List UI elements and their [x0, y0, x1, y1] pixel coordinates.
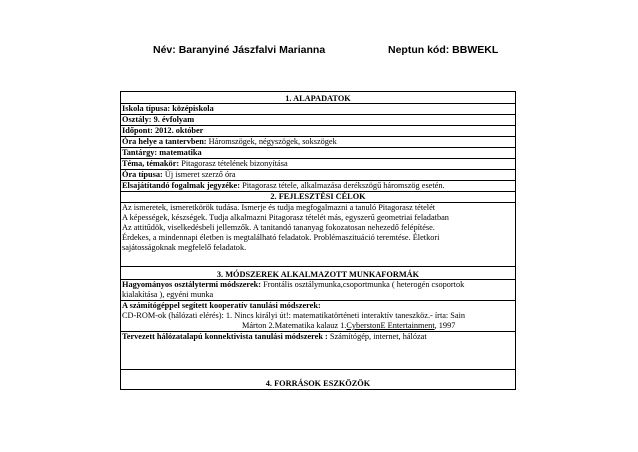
section-sources-heading	[120, 370, 516, 390]
class-level: Osztály: 9. évfolyam	[122, 115, 195, 124]
topic-label: Téma, témakör:	[122, 159, 180, 168]
goals-cell	[120, 203, 516, 267]
cdrom-line-2: Márton 2.Matematika kalauz 1.	[242, 321, 347, 330]
lesson-plan-table	[120, 91, 516, 390]
goal-line: Az attitűdök, viselkedésbeli jellemzők. A tanitandó tananyag fokozatosan nehezedő felépítése.	[122, 223, 435, 232]
traditional-methods-value-cont: kialakítása ), egyéni munka	[122, 290, 214, 299]
neptun-value: BBWEKL	[452, 44, 499, 56]
concepts-label: Elsajátítandó fogalmak jegyzéke:	[122, 181, 240, 190]
cdrom-year: , 1997	[434, 321, 456, 330]
section-methods-title: 3. MÓDSZEREK ALKALMAZOTT MUNKAFORMÁK	[216, 270, 420, 279]
concepts-value: Pitagorasz tétele, alkalmazása derékszögű háromszög esetén.	[240, 181, 445, 190]
cooperative-methods-label: A számítógéppel segített kooperatív tanulási módszerek:	[122, 301, 321, 310]
goal-line: A képességek, készségek. Tudja alkalmazni Pitagorasz tételét más, egyszerű geometriai feladatban	[122, 213, 449, 222]
section-goals-heading	[120, 192, 516, 203]
name-header	[153, 44, 325, 56]
topic-value: Pitagorasz tételének bizonyítása	[179, 159, 288, 168]
curriculum-place-value: Háromszögek, négyszögek, sokszögek	[206, 137, 337, 146]
lesson-type-label: Óra típusa:	[122, 170, 163, 179]
section-goals-title: 2. FEJLESZTÉSI CÉLOK	[270, 192, 366, 201]
curriculum-place-label: Óra helye a tantervben:	[122, 137, 207, 146]
lesson-type-row	[120, 170, 516, 181]
curriculum-place-row	[120, 137, 516, 148]
traditional-methods-label: Hagyományos osztálytermi módszerek:	[122, 280, 262, 289]
school-type: Iskola típusa: középiskola	[122, 104, 214, 113]
section-sources-title: 4. FORRÁSOK ESZKÖZÖK	[265, 379, 371, 388]
goal-line: Az ismeretek, ismeretkörök tudása. Ismerje és tudja megfogalmazni a tanuló Pitagorasz tételét	[122, 203, 436, 212]
topic-row	[120, 159, 516, 170]
goal-line: Érdekes, a mindennapi életben is megtalálható feladatok. Problémaszituáció teremtése. Életkori	[122, 233, 440, 242]
traditional-methods-row	[120, 280, 516, 301]
neptun-label: Neptun kód:	[388, 44, 450, 56]
cdrom-line: CD-ROM-ok (hálózati elérés): 1. Nincs királyi út!: matematikatörténeti interaktív taneszköz.- írta: Sain	[122, 311, 466, 320]
section-basic-heading	[120, 91, 516, 104]
cooperative-methods-row	[120, 301, 516, 332]
class-row	[120, 115, 516, 126]
network-methods-label: Tervezett hálózatalapú konnektivista tanulási módszerek :	[122, 332, 328, 341]
network-methods-row	[120, 332, 516, 370]
network-methods-value: Számítógép, internet, hálózat	[327, 332, 427, 341]
name-value: Baranyiné Jászfalvi Marianna	[178, 44, 326, 56]
subject: Tantárgy: matematika	[122, 148, 202, 157]
section-basic-title: 1. ALAPADATOK	[285, 94, 351, 103]
lesson-time: Időpont: 2012. október	[122, 126, 204, 135]
concepts-row	[120, 181, 516, 192]
school-type-row	[120, 104, 516, 115]
traditional-methods-value: Frontális osztálymunka,csoportmunka ( heterogén csoportok	[261, 280, 465, 289]
name-label: Név:	[153, 44, 176, 56]
neptun-header	[388, 44, 498, 56]
time-row	[120, 126, 516, 137]
subject-row	[120, 148, 516, 159]
section-methods-heading	[120, 267, 516, 280]
goal-line: sajátosságoknak megfelelő feladatok.	[122, 243, 247, 252]
publisher-link[interactable]: CyberstonE Entertainment	[346, 321, 435, 330]
lesson-type-value: Új ismeret szerző óra	[162, 170, 236, 179]
